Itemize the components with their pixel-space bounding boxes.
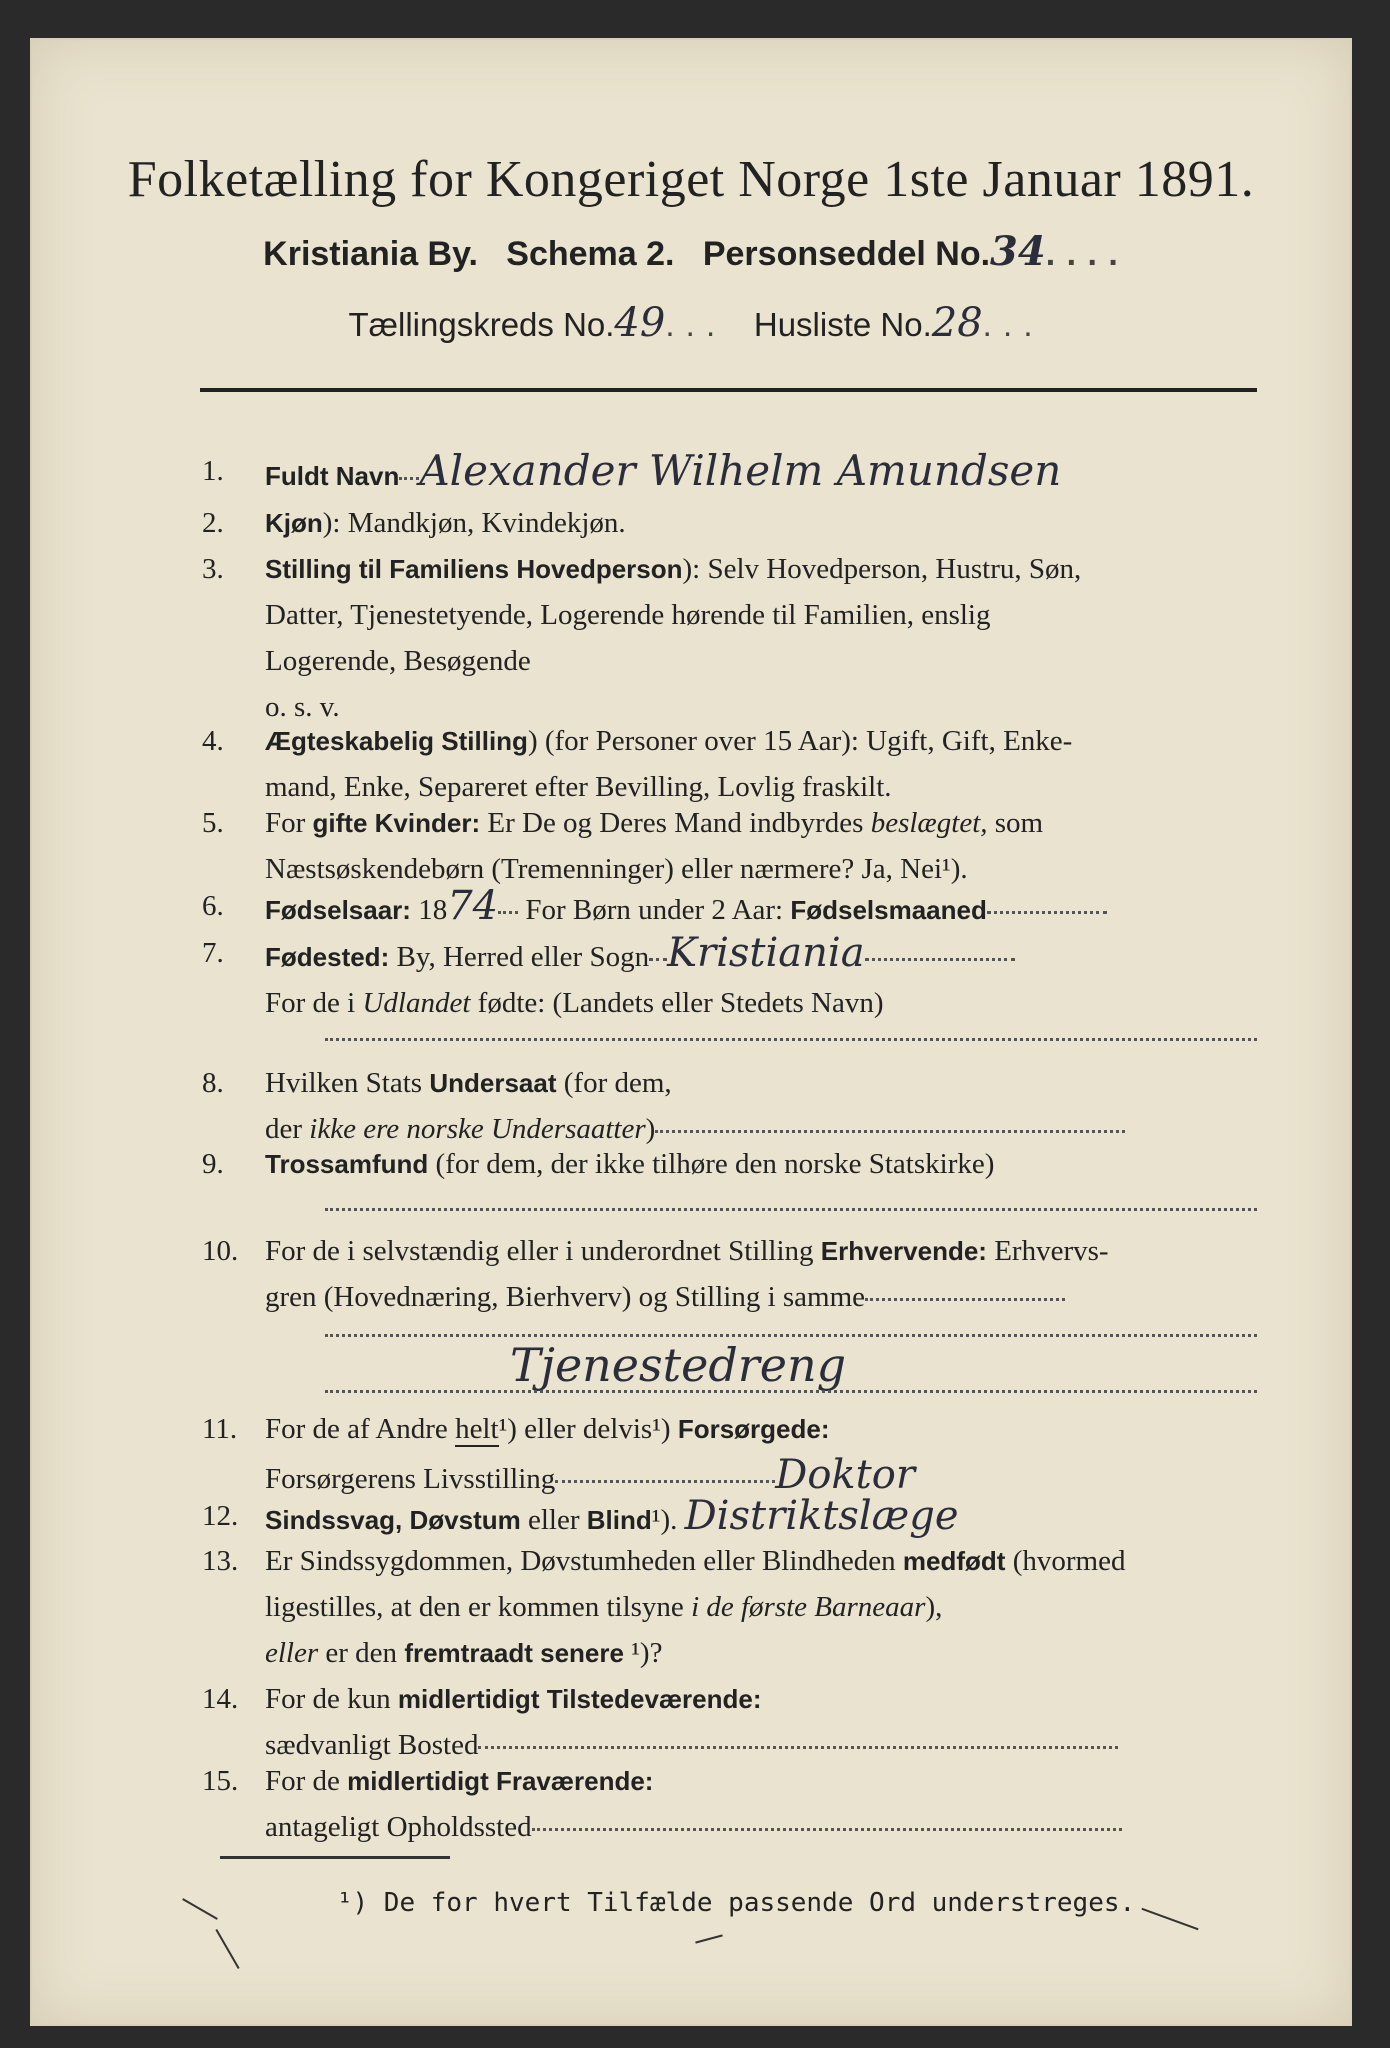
blank-fill-line: [325, 1390, 1257, 1393]
item-text: Udlandet: [362, 987, 471, 1019]
blank-fill-line: [325, 1038, 1257, 1041]
item-text: 18: [410, 894, 448, 926]
item-number: 2.: [202, 507, 224, 539]
item-label: midlertidigt Fraværende:: [347, 1766, 654, 1796]
birthplace-value: Kristiania: [667, 930, 865, 976]
item-text: mand, Enke, Separeret efter Bevilling, Lovlig fraskilt.: [265, 771, 892, 803]
item-text: ) (for Personer over 15 Aar): Ugift, Gift, Enke-: [527, 725, 1073, 757]
item-label: Fødested:: [265, 942, 390, 972]
item-text: ikke ere norske Undersaatter: [309, 1113, 646, 1145]
item-text: er den: [318, 1637, 405, 1669]
item-text: eller: [520, 1504, 587, 1536]
item-number: 5.: [202, 807, 224, 839]
item-text: ): Selv Hovedperson, Hustru, Søn,: [682, 553, 1082, 585]
item-text: ¹) eller delvis¹): [498, 1413, 678, 1445]
item-label: Forsørgede:: [677, 1414, 830, 1444]
item-label: Fødselsaar:: [265, 895, 411, 925]
item-number: 12.: [202, 1500, 239, 1532]
item-text: sædvanligt Bosted: [265, 1729, 479, 1761]
personseddel-number: 34: [990, 228, 1046, 275]
item-label: gifte Kvinder:: [312, 808, 481, 838]
item-text: Datter, Tjenestetyende, Logerende hørende til Familien, enslig: [265, 599, 991, 631]
item-text: Er Sindssygdommen, Døvstumheden eller Blindheden: [265, 1545, 903, 1577]
item-label: Fuldt Navn: [265, 461, 400, 491]
item-label: Undersaat: [429, 1068, 557, 1098]
item-text: ): [645, 1113, 656, 1145]
item-text: For de: [265, 1765, 348, 1797]
item-text: For: [265, 807, 313, 839]
item-label: midlertidigt Tilstedeværende:: [397, 1684, 762, 1714]
item-text: ligestilles, at den er kommen tilsyne: [265, 1591, 692, 1623]
item-text: Næstsøskendebørn (Tremenninger) eller nærmere? Ja, Nei¹).: [265, 853, 968, 885]
item-text: fødte: (Landets eller Stedets Navn): [470, 987, 884, 1019]
schema-label: Schema 2.: [506, 235, 675, 273]
blank-fill-line: [325, 1334, 1257, 1337]
full-name-value: Alexander Wilhelm Amundsen: [419, 446, 1062, 495]
item-text: ¹).: [651, 1504, 678, 1536]
item-label: Fødselsmaaned: [790, 895, 987, 925]
kreds-number: 49: [614, 300, 666, 346]
item-text: beslægtet,: [870, 807, 988, 839]
item-text: Er De og Deres Mand indbyrdes: [480, 807, 871, 839]
item-number: 1.: [202, 455, 224, 487]
item-text: (hvormed: [1005, 1545, 1126, 1577]
item-number: 4.: [202, 725, 224, 757]
item-text: Erhvervs-: [986, 1235, 1109, 1267]
item-label: medfødt: [902, 1546, 1006, 1576]
item-number: 10.: [202, 1235, 239, 1267]
item-number: 15.: [202, 1765, 239, 1797]
item-text: (for dem, der ikke tilhøre den norske Statskirke): [428, 1148, 995, 1180]
item-text: Forsørgerens Livsstilling: [265, 1463, 556, 1495]
provider-occupation-value: Doktor: [775, 1452, 915, 1498]
item-label: fremtraadt senere: [404, 1638, 624, 1668]
footnote-rule: [220, 1856, 450, 1859]
item-number: 11.: [202, 1413, 238, 1445]
item-text: eller: [265, 1637, 319, 1669]
item-number: 6.: [202, 890, 224, 922]
birth-year-value: 74: [447, 883, 499, 929]
item-number: 14.: [202, 1683, 239, 1715]
kreds-label: Tællingskreds No.: [348, 306, 615, 343]
footnote: ¹) De for hvert Tilfælde passende Ord understreges.: [336, 1888, 1136, 1918]
item-text: (for dem,: [556, 1067, 672, 1099]
item-number: 7.: [202, 937, 224, 969]
item-text: i de første Barneaar: [691, 1591, 926, 1623]
item-text: ),: [925, 1591, 943, 1623]
item-text: o. s. v.: [265, 691, 340, 723]
item-text: Hvilken Stats: [265, 1067, 430, 1099]
item-label: Sindssvag, Døvstum: [265, 1505, 521, 1535]
header-rule: [200, 388, 1257, 392]
occupation-value: Tjenestedreng: [510, 1338, 847, 1392]
item-label: Ægteskabelig Stilling: [265, 726, 528, 756]
item-text: For Børn under 2 Aar:: [518, 894, 791, 926]
item-text: gren (Hovednæring, Bierhverv) og Stilling i samme: [265, 1281, 866, 1313]
form-title: Folketælling for Kongeriget Norge 1ste Januar 1891.: [127, 151, 1255, 208]
personseddel-label: Personseddel No.: [702, 235, 991, 273]
disability-note-value: Distriktslæge: [684, 1493, 959, 1539]
item-number: 9.: [202, 1148, 224, 1180]
item-label: Trossamfund: [265, 1149, 429, 1179]
item-text: For de i: [265, 987, 363, 1019]
form-subheader-counts: Tællingskreds No.49. . . Husliste No.28. . .: [348, 300, 1034, 346]
item-number: 13.: [202, 1545, 239, 1577]
item-text: For de af Andre: [265, 1413, 456, 1445]
form-subheader: Kristiania By. Schema 2. Personseddel No.34. . . .: [263, 228, 1119, 275]
item-text: som: [987, 807, 1044, 839]
item-text: antageligt Opholdssted: [265, 1811, 532, 1843]
husliste-label: Husliste No.: [753, 306, 932, 343]
item-text: For de i selvstændig eller i underordnet Stilling: [265, 1235, 821, 1267]
item-options: ): Mandkjøn, Kvindekjøn.: [322, 507, 626, 539]
item-number: 3.: [202, 553, 224, 585]
item-text: By, Herred eller Sogn: [389, 941, 650, 973]
item-label: Blind: [586, 1505, 652, 1535]
item-text: helt: [455, 1413, 499, 1445]
item-text: der: [265, 1113, 310, 1145]
husliste-number: 28: [931, 300, 983, 346]
city-label: Kristiania By.: [263, 235, 478, 273]
item-text: Logerende, Besøgende: [265, 645, 531, 677]
item-label: Kjøn: [265, 508, 323, 538]
item-label: Stilling til Familiens Hovedperson: [265, 554, 683, 584]
item-number: 8.: [202, 1067, 224, 1099]
item-text: ¹)?: [623, 1637, 663, 1669]
item-text: For de kun: [265, 1683, 398, 1715]
item-label: Erhvervende:: [820, 1236, 987, 1266]
census-form-sheet: [30, 38, 1352, 2026]
blank-fill-line: [325, 1208, 1257, 1211]
